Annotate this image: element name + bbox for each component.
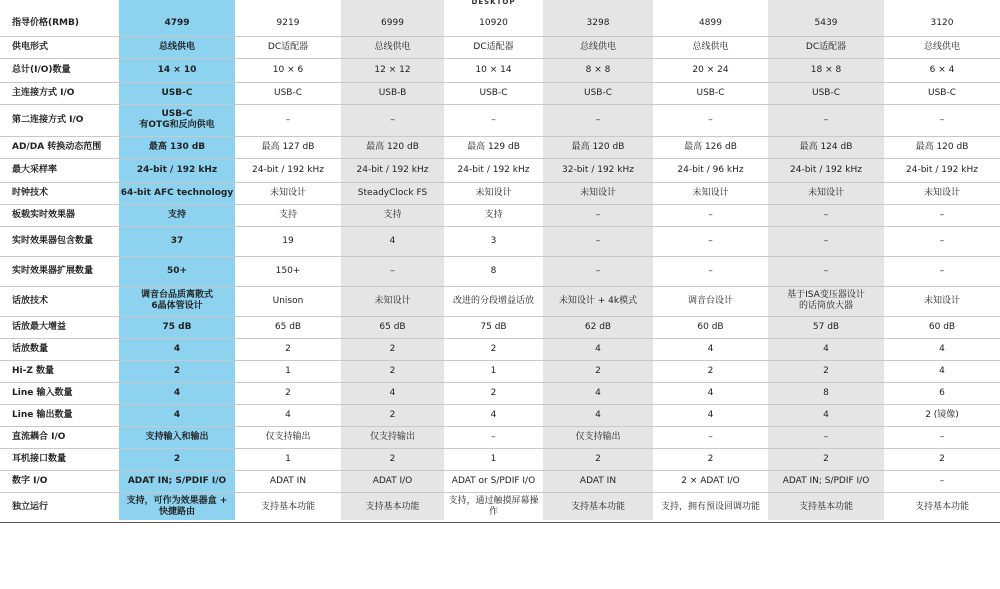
table-cell: 10 × 14 [475, 64, 512, 75]
table-cell: – [939, 209, 945, 220]
table-cell: – [823, 235, 829, 246]
table-cell: 2 [823, 365, 829, 376]
table-cell: USB-C [161, 87, 193, 98]
table-cell: 支持，拥有预设回调功能 [660, 501, 760, 512]
row-label: Hi-Z 数量 [12, 365, 55, 376]
table-cell: 4 [707, 387, 714, 398]
table-cell: 4 [389, 235, 396, 246]
table-cell: 32-bit / 192 kHz [562, 164, 634, 175]
table-cell: 10 × 6 [272, 64, 304, 75]
row-label: AD/DA 转换动态范围 [12, 141, 102, 152]
table-cell: 2 [595, 365, 601, 376]
table-cell: ADAT IN [579, 475, 617, 486]
table-cell: 4 [389, 387, 396, 398]
table-cell: 未知设计 [923, 295, 960, 306]
row-label: 第二连接方式 I/O [12, 114, 84, 125]
table-cell: 9219 [276, 17, 300, 28]
row-label: 最大采样率 [12, 164, 58, 175]
table-cell: ADAT or S/PDIF I/O [451, 475, 536, 486]
table-cell: USB-C [583, 87, 612, 98]
table-cell: 24-bit / 192 kHz [906, 164, 978, 175]
table-cell: 24-bit / 192 kHz [356, 164, 429, 175]
row-label: 数字 I/O [12, 475, 48, 486]
table-row [0, 360, 1000, 383]
table-cell: 8 × 8 [585, 64, 611, 75]
table-cell: 2 [389, 453, 396, 464]
table-cell: 2 [173, 365, 181, 376]
table-cell: 1 [285, 365, 291, 376]
table-cell: – [390, 114, 395, 125]
desktop-tag: DESKTOP [471, 0, 516, 6]
table-cell: – [708, 265, 713, 276]
table-cell: 未知设计 [374, 295, 411, 306]
table-cell: USB-C [811, 87, 840, 98]
row-label: 话放最大增益 [12, 321, 67, 332]
row-label: 时钟技术 [12, 187, 49, 198]
table-cell: 4 [823, 343, 829, 354]
table-row [0, 104, 1000, 137]
table-cell: 总线供电 [158, 41, 195, 52]
table-row [0, 136, 1000, 159]
table-cell: 支持 [484, 209, 503, 220]
table-cell: – [595, 265, 601, 276]
table-cell: 62 dB [584, 321, 612, 332]
row-label: 实时效果器扩展数量 [12, 265, 94, 276]
table-cell: 未知设计 [269, 187, 306, 198]
row-label: 总计(I/O)数量 [12, 64, 71, 75]
table-cell: 4 [173, 387, 181, 398]
table-cell: 4 [939, 343, 945, 354]
table-cell: 3 [490, 235, 497, 246]
table-cell: 60 dB [928, 321, 956, 332]
table-cell: DC适配器 [473, 41, 514, 52]
table-row [0, 286, 1000, 317]
table-cell: – [708, 114, 713, 125]
table-cell: USB-C 有OTG和反向供电 [139, 109, 215, 130]
table-row [0, 58, 1000, 83]
table-cell: – [708, 431, 713, 442]
table-cell: 支持 [278, 209, 297, 220]
table-cell: 4 [173, 409, 181, 420]
table-cell: 4 [823, 409, 829, 420]
table-cell: 仅支持输出 [575, 431, 621, 442]
table-cell: 19 [282, 235, 294, 246]
table-cell: 57 dB [812, 321, 840, 332]
row-label: 话放技术 [12, 295, 49, 306]
table-row [0, 470, 1000, 493]
table-cell: 3120 [930, 17, 954, 28]
table-cell: 2 [173, 453, 181, 464]
table-cell: 2 [285, 387, 291, 398]
table-row [0, 226, 1000, 257]
table-cell: 2 (镜像) [925, 409, 959, 420]
table-cell: 基于ISA变压器设计 的话筒放大器 [787, 290, 865, 311]
table-cell: – [939, 431, 945, 442]
table-cell: ADAT IN [269, 475, 307, 486]
table-cell: 6999 [381, 17, 404, 28]
row-label: 直流耦合 I/O [12, 431, 66, 442]
table-cell: USB-C [696, 87, 725, 98]
table-cell: – [595, 209, 601, 220]
table-cell: – [823, 265, 829, 276]
table-cell: 2 × ADAT I/O [681, 475, 740, 486]
table-row [0, 10, 1000, 37]
table-cell: – [595, 235, 601, 246]
table-row [0, 316, 1000, 339]
table-cell: USB-B [378, 87, 407, 98]
table-cell: 6 × 4 [929, 64, 955, 75]
table-cell: – [491, 114, 496, 125]
table-cell: 2 [707, 365, 714, 376]
table-cell: 支持基本功能 [914, 501, 969, 512]
table-cell: 调音台品质离散式 6晶体管设计 [140, 290, 213, 311]
table-cell: 最高 130 dB [148, 141, 206, 152]
table-cell: 4799 [164, 17, 190, 28]
table-cell: 24-bit / 192 kHz [790, 164, 862, 175]
table-cell: 75 dB [162, 321, 192, 332]
table-cell: 14 × 10 [157, 64, 197, 75]
table-cell: 2 [707, 453, 714, 464]
table-cell: – [939, 235, 945, 246]
table-cell: 2 [389, 365, 396, 376]
table-cell: 1 [285, 453, 291, 464]
table-row [0, 338, 1000, 361]
table-cell: 支持，可作为效果器盒 + 快捷路由 [126, 496, 228, 517]
table-row [0, 382, 1000, 405]
table-cell: 调音台设计 [687, 295, 733, 306]
table-cell: 最高 126 dB [684, 141, 737, 152]
table-cell: 24-bit / 192 kHz [252, 164, 324, 175]
table-cell: 未知设计 [475, 187, 512, 198]
table-cell: 支持，通过触摸屏幕操 作 [448, 496, 539, 517]
table-row [0, 158, 1000, 183]
table-cell: 4 [490, 409, 497, 420]
table-cell: 12 × 12 [374, 64, 411, 75]
table-cell: 最高 127 dB [261, 141, 315, 152]
table-cell: 最高 120 dB [366, 141, 419, 152]
row-label: 供电形式 [12, 41, 49, 52]
table-cell: SteadyClock FS [357, 187, 428, 198]
row-label: 指导价格(RMB) [12, 17, 79, 28]
row-label: 主连接方式 I/O [12, 87, 75, 98]
table-cell: 支持输入和输出 [145, 431, 209, 442]
table-cell: – [708, 235, 713, 246]
row-label: 实时效果器包含数量 [12, 235, 94, 246]
table-cell: – [823, 431, 829, 442]
table-cell: 最高 129 dB [467, 141, 520, 152]
table-cell: 未知设计 + 4k模式 [558, 295, 638, 306]
table-cell: 未知设计 [579, 187, 616, 198]
table-cell: 未知设计 [807, 187, 844, 198]
table-cell: 总线供电 [692, 41, 729, 52]
table-cell: 2 [490, 343, 497, 354]
table-cell: 4 [707, 409, 714, 420]
table-cell: 最高 124 dB [799, 141, 853, 152]
table-cell: 4 [939, 365, 945, 376]
table-cell: 支持基本功能 [798, 501, 853, 512]
table-cell: 24-bit / 192 kHz [136, 164, 218, 175]
row-label: 话放数量 [12, 343, 49, 354]
table-row [0, 82, 1000, 105]
table-cell: 2 [389, 343, 396, 354]
table-cell: – [939, 265, 945, 276]
table-cell: 支持 [167, 209, 186, 220]
table-cell: 4 [707, 343, 714, 354]
table-cell: 仅支持输出 [369, 431, 415, 442]
table-cell: 20 × 24 [692, 64, 729, 75]
row-label: Line 输出数量 [12, 409, 73, 420]
table-cell: Unison [272, 295, 304, 306]
table-cell: 4899 [699, 17, 722, 28]
table-cell: 65 dB [379, 321, 406, 332]
table-cell: 75 dB [480, 321, 507, 332]
table-cell: 24-bit / 192 kHz [457, 164, 530, 175]
table-cell: – [595, 114, 601, 125]
table-cell: 1 [490, 365, 497, 376]
table-cell: 未知设计 [692, 187, 729, 198]
table-cell: 60 dB [697, 321, 724, 332]
table-row [0, 492, 1000, 523]
table-cell: 24-bit / 96 kHz [677, 164, 744, 175]
table-cell: 2 [595, 453, 601, 464]
table-row [0, 404, 1000, 427]
table-cell: – [390, 265, 395, 276]
table-cell: 2 [939, 453, 945, 464]
table-cell: 2 [823, 453, 829, 464]
table-cell: 4 [285, 409, 291, 420]
table-cell: ADAT IN; S/PDIF I/O [782, 475, 870, 486]
table-cell: 10920 [479, 17, 508, 28]
table-cell: ADAT IN; S/PDIF I/O [127, 475, 227, 486]
table-row [0, 256, 1000, 287]
table-cell: 3298 [586, 17, 610, 28]
table-cell: ADAT I/O [372, 475, 413, 486]
table-cell: – [823, 114, 829, 125]
table-cell: 1 [490, 453, 497, 464]
table-cell: – [708, 209, 713, 220]
table-cell: 总线供电 [374, 41, 411, 52]
table-cell: 2 [389, 409, 396, 420]
table-cell: 4 [595, 343, 601, 354]
table-cell: 未知设计 [923, 187, 960, 198]
table-cell: USB-C [479, 87, 508, 98]
table-cell: 支持 [383, 209, 402, 220]
table-cell: 总线供电 [579, 41, 616, 52]
table-cell: 8 [490, 265, 497, 276]
table-cell: 总线供电 [923, 41, 960, 52]
table-cell: 4 [595, 387, 601, 398]
table-row [0, 448, 1000, 471]
table-cell: 4 [595, 409, 601, 420]
table-cell: 8 [823, 387, 829, 398]
table-row [0, 36, 1000, 59]
table-cell: – [491, 431, 496, 442]
table-cell: 65 dB [274, 321, 302, 332]
table-cell: 支持基本功能 [365, 501, 420, 512]
table-cell: – [939, 475, 945, 486]
table-cell: 6 [939, 387, 945, 398]
table-cell: USB-C [273, 87, 302, 98]
row-label: 板载实时效果器 [12, 209, 76, 220]
table-cell: – [939, 114, 945, 125]
table-cell: 2 [490, 387, 497, 398]
row-label: 独立运行 [12, 501, 49, 512]
table-cell: 仅支持输出 [265, 431, 311, 442]
table-cell: 37 [170, 235, 184, 246]
table-cell: 50+ [166, 265, 188, 276]
table-cell: 5439 [814, 17, 838, 28]
table-cell: USB-C [927, 87, 956, 98]
table-cell: 18 × 8 [810, 64, 842, 75]
row-label: Line 输入数量 [12, 387, 73, 398]
table-cell: 4 [173, 343, 181, 354]
table-cell: 最高 120 dB [571, 141, 625, 152]
table-row [0, 426, 1000, 449]
table-cell: – [285, 114, 291, 125]
table-cell: 150+ [275, 265, 301, 276]
table-row [0, 204, 1000, 227]
table-cell: 支持基本功能 [570, 501, 625, 512]
table-cell: – [823, 209, 829, 220]
table-cell: 2 [285, 343, 291, 354]
table-cell: 最高 120 dB [915, 141, 969, 152]
table-cell: 改进的分段增益话放 [452, 295, 534, 306]
table-cell: DC适配器 [267, 41, 309, 52]
row-label: 耳机接口数量 [12, 453, 67, 464]
table-cell: 支持基本功能 [260, 501, 315, 512]
table-row [0, 182, 1000, 205]
table-cell: DC适配器 [805, 41, 847, 52]
table-cell: 64-bit AFC technology [120, 187, 234, 198]
